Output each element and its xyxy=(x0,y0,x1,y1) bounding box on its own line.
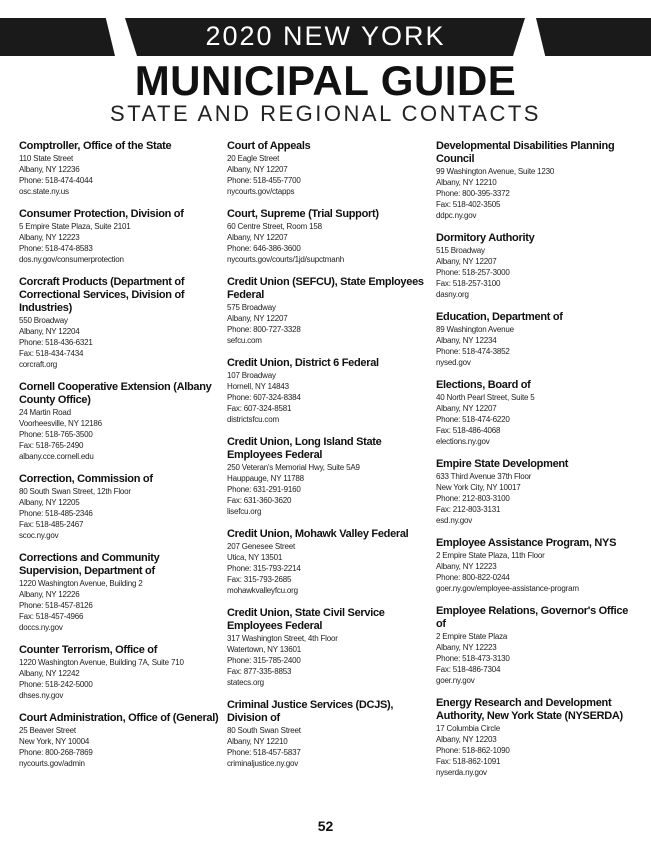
entry-detail-line: 633 Third Avenue 37th Floor xyxy=(436,472,532,481)
entry-name: Credit Union, State Civil Service Employees Federal xyxy=(227,607,385,632)
entry-detail-line: Phone: 646-386-3600 xyxy=(227,244,301,253)
directory-columns xyxy=(19,140,639,810)
entry-name: Employee Assistance Program, NYS xyxy=(436,537,617,549)
directory-column-1 xyxy=(19,140,219,780)
entry-detail-line: Albany, NY 12236 xyxy=(19,165,80,174)
entry-detail-line: Albany, NY 12226 xyxy=(19,590,80,599)
entry-detail-line: 99 Washington Avenue, Suite 1230 xyxy=(436,167,555,176)
page-title: MUNICIPAL GUIDE xyxy=(134,57,517,104)
entry-name: Empire State Development xyxy=(436,458,569,470)
entry-detail-line: Fax: 631-360-3620 xyxy=(227,496,292,505)
entry-detail-line: 20 Eagle Street xyxy=(227,154,280,163)
entry-detail-line: Fax: 607-324-8581 xyxy=(227,404,292,413)
entry-detail-line: Phone: 518-862-1090 xyxy=(436,746,510,755)
directory-entry xyxy=(227,140,427,197)
directory-entry xyxy=(227,208,427,265)
entry-name: Cornell Cooperative Extension (Albany County Office) xyxy=(19,381,212,406)
entry-detail-line: Phone: 518-474-4044 xyxy=(19,176,93,185)
entry-detail-line: Phone: 212-803-3100 xyxy=(436,494,510,503)
entry-detail-line: 5 Empire State Plaza, Suite 2101 xyxy=(19,222,131,231)
entry-detail-line: mohawkvalleyfcu.org xyxy=(227,586,298,595)
directory-entry xyxy=(436,537,636,594)
entry-detail-line: Fax: 518-862-1091 xyxy=(436,757,501,766)
entry-detail-line: Phone: 518-455-7700 xyxy=(227,176,301,185)
entry-detail-line: Phone: 607-324-8384 xyxy=(227,393,301,402)
entry-detail-line: 80 South Swan Street, 12th Floor xyxy=(19,487,131,496)
entry-detail-line: Phone: 800-395-3372 xyxy=(436,189,510,198)
entry-detail-line: dos.ny.gov/consumerprotection xyxy=(19,255,124,264)
entry-detail-line: nycourts.gov/courts/1jd/supctmanh xyxy=(227,255,345,264)
entry-detail-line: criminaljustice.ny.gov xyxy=(227,759,299,768)
directory-entry xyxy=(19,552,219,633)
entry-detail-line: doccs.ny.gov xyxy=(19,623,63,632)
entry-detail-line: Albany, NY 12207 xyxy=(436,257,497,266)
entry-detail-line: 1220 Washington Avenue, Building 2 xyxy=(19,579,143,588)
directory-column-2 xyxy=(227,140,427,780)
entry-name: Consumer Protection, Division of xyxy=(19,208,184,220)
entry-detail-line: Albany, NY 12223 xyxy=(19,233,80,242)
entry-detail-line: Albany, NY 12207 xyxy=(227,165,288,174)
entry-detail-line: Fax: 315-793-2685 xyxy=(227,575,292,584)
entry-detail-line: Phone: 518-242-5000 xyxy=(19,680,93,689)
entry-detail-line: Watertown, NY 13601 xyxy=(227,645,302,654)
entry-name: Credit Union (SEFCU), State Employees Federal xyxy=(227,276,424,301)
directory-entry xyxy=(436,605,636,686)
banner-title: 2020 NEW YORK xyxy=(205,21,446,51)
entry-detail-line: Albany, NY 12210 xyxy=(227,737,288,746)
entry-detail-line: 40 North Pearl Street, Suite 5 xyxy=(436,393,535,402)
entry-detail-line: 575 Broadway xyxy=(227,303,276,312)
entry-detail-line: 89 Washington Avenue xyxy=(436,325,514,334)
entry-detail-line: Hornell, NY 14843 xyxy=(227,382,289,391)
entry-name: Credit Union, Mohawk Valley Federal xyxy=(227,528,409,540)
entry-detail-line: Utica, NY 13501 xyxy=(227,553,283,562)
entry-detail-line: Phone: 518-473-3130 xyxy=(436,654,510,663)
entry-name: Credit Union, District 6 Federal xyxy=(227,357,379,369)
entry-detail-line: Phone: 518-765-3500 xyxy=(19,430,93,439)
entry-name: Court, Supreme (Trial Support) xyxy=(227,208,379,220)
entry-detail-line: 80 South Swan Street xyxy=(227,726,301,735)
directory-entry xyxy=(436,458,636,526)
directory-entry xyxy=(19,644,219,701)
entry-detail-line: Fax: 518-765-2490 xyxy=(19,441,84,450)
entry-detail-line: 110 State Street xyxy=(19,154,74,163)
directory-entry xyxy=(227,276,427,346)
directory-entry xyxy=(227,436,427,517)
entry-detail-line: Phone: 315-793-2214 xyxy=(227,564,301,573)
entry-detail-line: Phone: 518-474-8583 xyxy=(19,244,93,253)
entry-detail-line: albany.cce.cornell.edu xyxy=(19,452,94,461)
entry-detail-line: 515 Broadway xyxy=(436,246,485,255)
directory-entry xyxy=(19,208,219,265)
entry-detail-line: Phone: 800-822-0244 xyxy=(436,573,510,582)
entry-detail-line: 1220 Washington Avenue, Building 7A, Suite 710 xyxy=(19,658,184,667)
entry-detail-line: New York, NY 10004 xyxy=(19,737,90,746)
entry-name: Employee Relations, Governor's Office of xyxy=(436,605,629,630)
entry-detail-line: Fax: 518-434-7434 xyxy=(19,349,84,358)
entry-detail-line: nycourts.gov/admin xyxy=(19,759,85,768)
entry-detail-line: osc.state.ny.us xyxy=(19,187,69,196)
entry-detail-line: 550 Broadway xyxy=(19,316,68,325)
entry-name: Criminal Justice Services (DCJS), Division of xyxy=(227,699,394,724)
entry-detail-line: Albany, NY 12234 xyxy=(436,336,497,345)
entry-detail-line: Fax: 518-257-3100 xyxy=(436,279,501,288)
entry-detail-line: Fax: 518-457-4966 xyxy=(19,612,84,621)
top-banner xyxy=(0,18,651,56)
entry-detail-line: Fax: 877-335-8853 xyxy=(227,667,292,676)
entry-detail-line: Phone: 800-727-3328 xyxy=(227,325,301,334)
entry-detail-line: 207 Genesee Street xyxy=(227,542,296,551)
entry-detail-line: goer.ny.gov xyxy=(436,676,475,685)
page-number: 52 xyxy=(317,818,334,834)
entry-name: Counter Terrorism, Office of xyxy=(19,644,158,656)
entry-name: Developmental Disabilities Planning Council xyxy=(436,140,615,165)
entry-detail-line: Albany, NY 12207 xyxy=(436,404,497,413)
entry-name: Corrections and Community Supervision, Department of xyxy=(19,552,160,577)
entry-detail-line: 2 Empire State Plaza xyxy=(436,632,508,641)
entry-detail-line: Hauppauge, NY 11788 xyxy=(227,474,304,483)
entry-name: Comptroller, Office of the State xyxy=(19,140,172,152)
entry-detail-line: Phone: 800-268-7869 xyxy=(19,748,93,757)
entry-detail-line: 2 Empire State Plaza, 11th Floor xyxy=(436,551,545,560)
entry-detail-line: dasny.org xyxy=(436,290,469,299)
entry-detail-line: ddpc.ny.gov xyxy=(436,211,477,220)
directory-entry xyxy=(19,712,219,769)
entry-detail-line: elections.ny.gov xyxy=(436,437,490,446)
entry-detail-line: scoc.ny.gov xyxy=(19,531,59,540)
entry-detail-line: Albany, NY 12207 xyxy=(227,314,288,323)
entry-name: Elections, Board of xyxy=(436,379,531,391)
entry-detail-line: Albany, NY 12210 xyxy=(436,178,497,187)
entry-detail-line: Phone: 315-785-2400 xyxy=(227,656,301,665)
entry-detail-line: 107 Broadway xyxy=(227,371,276,380)
entry-detail-line: Albany, NY 12207 xyxy=(227,233,288,242)
entry-name: Credit Union, Long Island State Employees Federal xyxy=(227,436,382,461)
entry-detail-line: Fax: 518-486-4068 xyxy=(436,426,501,435)
directory-entry xyxy=(227,528,427,596)
entry-name: Education, Department of xyxy=(436,311,563,323)
entry-name: Corcraft Products (Department of Correctional Services, Division of Industries) xyxy=(19,276,185,314)
entry-detail-line: Phone: 631-291-9160 xyxy=(227,485,301,494)
entry-name: Court of Appeals xyxy=(227,140,311,152)
entry-detail-line: sefcu.com xyxy=(227,336,262,345)
entry-detail-line: nyserda.ny.gov xyxy=(436,768,487,777)
entry-detail-line: nysed.gov xyxy=(436,358,471,367)
directory-entry xyxy=(436,232,636,300)
entry-detail-line: 250 Veteran's Memorial Hwy, Suite 5A9 xyxy=(227,463,360,472)
entry-detail-line: Albany, NY 12204 xyxy=(19,327,80,336)
entry-detail-line: 24 Martin Road xyxy=(19,408,71,417)
entry-detail-line: 317 Washington Street, 4th Floor xyxy=(227,634,338,643)
entry-detail-line: Phone: 518-485-2346 xyxy=(19,509,93,518)
entry-detail-line: Fax: 518-486-7304 xyxy=(436,665,501,674)
directory-entry xyxy=(227,607,427,688)
entry-detail-line: Fax: 518-485-2467 xyxy=(19,520,84,529)
entry-detail-line: Fax: 212-803-3131 xyxy=(436,505,501,514)
entry-name: Correction, Commission of xyxy=(19,473,153,485)
directory-entry xyxy=(19,276,219,370)
directory-entry xyxy=(227,699,427,769)
entry-detail-line: districtsfcu.com xyxy=(227,415,279,424)
entry-detail-line: corcraft.org xyxy=(19,360,58,369)
directory-entry xyxy=(436,697,636,778)
entry-detail-line: statecs.org xyxy=(227,678,264,687)
entry-detail-line: goer.ny.gov/employee-assistance-program xyxy=(436,584,579,593)
entry-detail-line: New York City, NY 10017 xyxy=(436,483,521,492)
entry-detail-line: Phone: 518-457-5837 xyxy=(227,748,301,757)
directory-entry xyxy=(19,140,219,197)
entry-detail-line: dhses.ny.gov xyxy=(19,691,64,700)
page-subtitle: STATE AND REGIONAL CONTACTS xyxy=(110,101,541,126)
entry-detail-line: 25 Beaver Street xyxy=(19,726,76,735)
directory-entry xyxy=(436,311,636,368)
directory-entry xyxy=(436,140,636,221)
directory-entry xyxy=(19,381,219,462)
entry-detail-line: Phone: 518-436-6321 xyxy=(19,338,93,347)
entry-detail-line: lisefcu.org xyxy=(227,507,262,516)
directory-entry xyxy=(227,357,427,425)
entry-name: Energy Research and Development Authority, New York State (NYSERDA) xyxy=(436,697,623,722)
entry-detail-line: Albany, NY 12203 xyxy=(436,735,497,744)
entry-detail-line: Albany, NY 12223 xyxy=(436,643,497,652)
entry-name: Court Administration, Office of (General) xyxy=(19,712,219,724)
entry-detail-line: Phone: 518-474-6220 xyxy=(436,415,510,424)
directory-entry xyxy=(436,379,636,447)
entry-detail-line: Voorheesville, NY 12186 xyxy=(19,419,102,428)
entry-detail-line: Albany, NY 12223 xyxy=(436,562,497,571)
entry-detail-line: Albany, NY 12205 xyxy=(19,498,80,507)
directory-entry xyxy=(19,473,219,541)
entry-detail-line: Fax: 518-402-3505 xyxy=(436,200,501,209)
entry-detail-line: Phone: 518-257-3000 xyxy=(436,268,510,277)
entry-detail-line: Albany, NY 12242 xyxy=(19,669,80,678)
entry-name: Dormitory Authority xyxy=(436,232,535,244)
entry-detail-line: nycourts.gov/ctapps xyxy=(227,187,295,196)
directory-column-3 xyxy=(436,140,636,789)
entry-detail-line: 17 Columbia Circle xyxy=(436,724,500,733)
entry-detail-line: Phone: 518-457-8126 xyxy=(19,601,93,610)
entry-detail-line: Phone: 518-474-3852 xyxy=(436,347,510,356)
entry-detail-line: esd.ny.gov xyxy=(436,516,473,525)
entry-detail-line: 60 Centre Street, Room 158 xyxy=(227,222,322,231)
